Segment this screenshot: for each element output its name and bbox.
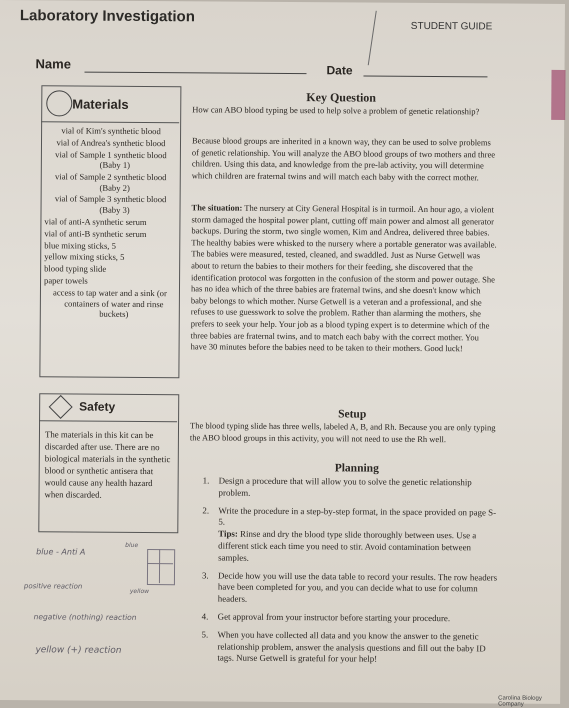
materials-title: Materials [72, 96, 129, 112]
list-item: vial of Kim's synthetic blood [61, 125, 161, 137]
sketch-label: blue [125, 541, 139, 549]
list-item: yellow mixing sticks, 5 [44, 251, 125, 263]
handwritten-note: blue - Anti A [36, 547, 86, 557]
publisher-mark: Carolina Biology Company [498, 695, 542, 708]
list-item: blood typing slide [44, 263, 107, 275]
step-text: Design a procedure that will allow you to solve the genetic relationship problem. [218, 475, 472, 498]
circle-icon [46, 90, 72, 116]
situation-label: The situation: [191, 202, 243, 213]
date-field[interactable] [363, 76, 487, 78]
setup-text: The blood typing slide has three wells, labeled A, B, and Rh. Because you are only typing the ABO blood groups in this activity, you will not need to use the Rh well. [189, 420, 496, 444]
step-4 [202, 611, 502, 625]
key-question-text: How can ABO blood typing be used to help solve a problem of genetic relationship? [192, 104, 480, 117]
date-label: Date [326, 63, 353, 78]
step-number: 2. [202, 505, 210, 516]
student-guide-label: STUDENT GUIDE [410, 20, 493, 33]
page-title: Laboratory Investigation [19, 7, 195, 26]
step-5 [201, 629, 501, 666]
sketch-label: yellow [129, 587, 150, 596]
planning-heading: Planning [334, 462, 379, 475]
key-question-heading: Key Question [306, 90, 377, 105]
handwritten-note: negative (nothing) reaction [33, 612, 137, 622]
slide-sketch [147, 549, 175, 585]
step-2 [202, 505, 502, 566]
safety-title: Safety [79, 399, 116, 414]
step-text: Decide how you will use the data table to record your results. The row headers have been completed for you, and you can decide what to use for column headers. [217, 570, 498, 604]
name-label: Name [35, 56, 72, 72]
tips-text: Rinse and dry the blood type slide thoroughly between uses. Use a different stick each time you need to stir. Avoid contamination between samples. [218, 528, 477, 563]
step-3 [202, 570, 502, 607]
handwritten-note: yellow (+) reaction [35, 645, 122, 656]
intro-paragraph: Because blood groups are inherited in a known way, they can be used to solve problems of genetic relationship. You will analyze the ABO blood groups of two mothers and three children. Using this data, and knowledge from the pre-lab activity, you will determine which children are fraternal twins and will match each baby with the correct mother. [191, 135, 496, 183]
step-number: 4. [201, 611, 209, 622]
step-1 [203, 475, 503, 501]
list-item: vial of Sample 1 synthetic blood (Baby 1) [55, 149, 167, 171]
situation-text: The nursery at City General Hospital is in turmoil. An hour ago, a violent storm damaged the hospital power plant, cutting off main power and almost all generator backups. During the storm, two single women, Kim and Andrea, delivered three babies. The healthy babies were whisked to the nursery where a portable generator was available. The babies were measured, tested, cleaned, and swaddled. Just as Nurse Getwell was about to return the babies to their mothers for their feeding, she discovered that the identification protocol was forgotten in the confusion of the storm and power outage. She has no idea which of the three babies are fraternal twins, and she doesn't know which baby belongs to which mother. Nurse Getwell is a veteran and a professional, and she refuses to use guesswork to solve the problem. Rather than alarming the mothers, she prefers to seek your help. Your job as a blood typing expert is to determine which of the three babies are fraternal twins, and to match each baby with the correct mother. You have 30 minutes before the babies need to be taken to their mothers. Good luck! [190, 202, 497, 354]
list-item: vial of Andrea's synthetic blood [56, 137, 166, 149]
step-number: 1. [202, 475, 210, 486]
step-text: When you have collected all data and you know the answer to the genetic relationship problem, answer the analysis questions and fill out the baby ID tags. Nurse Getwell is grateful for your help! [217, 629, 486, 665]
planning-steps [201, 475, 502, 672]
tips-label: Tips: [218, 528, 238, 539]
situation-paragraph [191, 202, 498, 355]
step-number: 3. [201, 570, 209, 581]
list-item: vial of Sample 3 synthetic blood (Baby 3) [54, 193, 167, 215]
list-item: blue mixing sticks, 5 [44, 239, 116, 251]
step-number: 5. [201, 629, 209, 640]
name-field[interactable] [84, 72, 306, 75]
setup-heading: Setup [338, 408, 367, 421]
handwritten-note: positive reaction [23, 582, 83, 591]
safety-text: The materials in this kit can be discarded after use. There are no biological materials in the synthetic blood or synthetic antisera that would cause any health hazard when discarded. [44, 429, 171, 500]
list-item: paper towels [44, 275, 88, 286]
list-item: vial of Sample 2 synthetic blood (Baby 2) [54, 171, 167, 193]
step-text: Get approval from your instructor before starting your procedure. [217, 611, 451, 624]
list-item: vial of anti-A synthetic serum [44, 216, 147, 227]
step-text: Write the procedure in a step-by-step format, in the space provided on page S-5. [218, 505, 497, 527]
binder-edge [551, 70, 565, 120]
pen-mark [368, 11, 378, 66]
list-item: vial of anti-B synthetic serum [44, 227, 147, 239]
list-item: access to tap water and a sink (or containers of water and rinse buckets) [53, 287, 167, 319]
materials-list [44, 125, 177, 321]
